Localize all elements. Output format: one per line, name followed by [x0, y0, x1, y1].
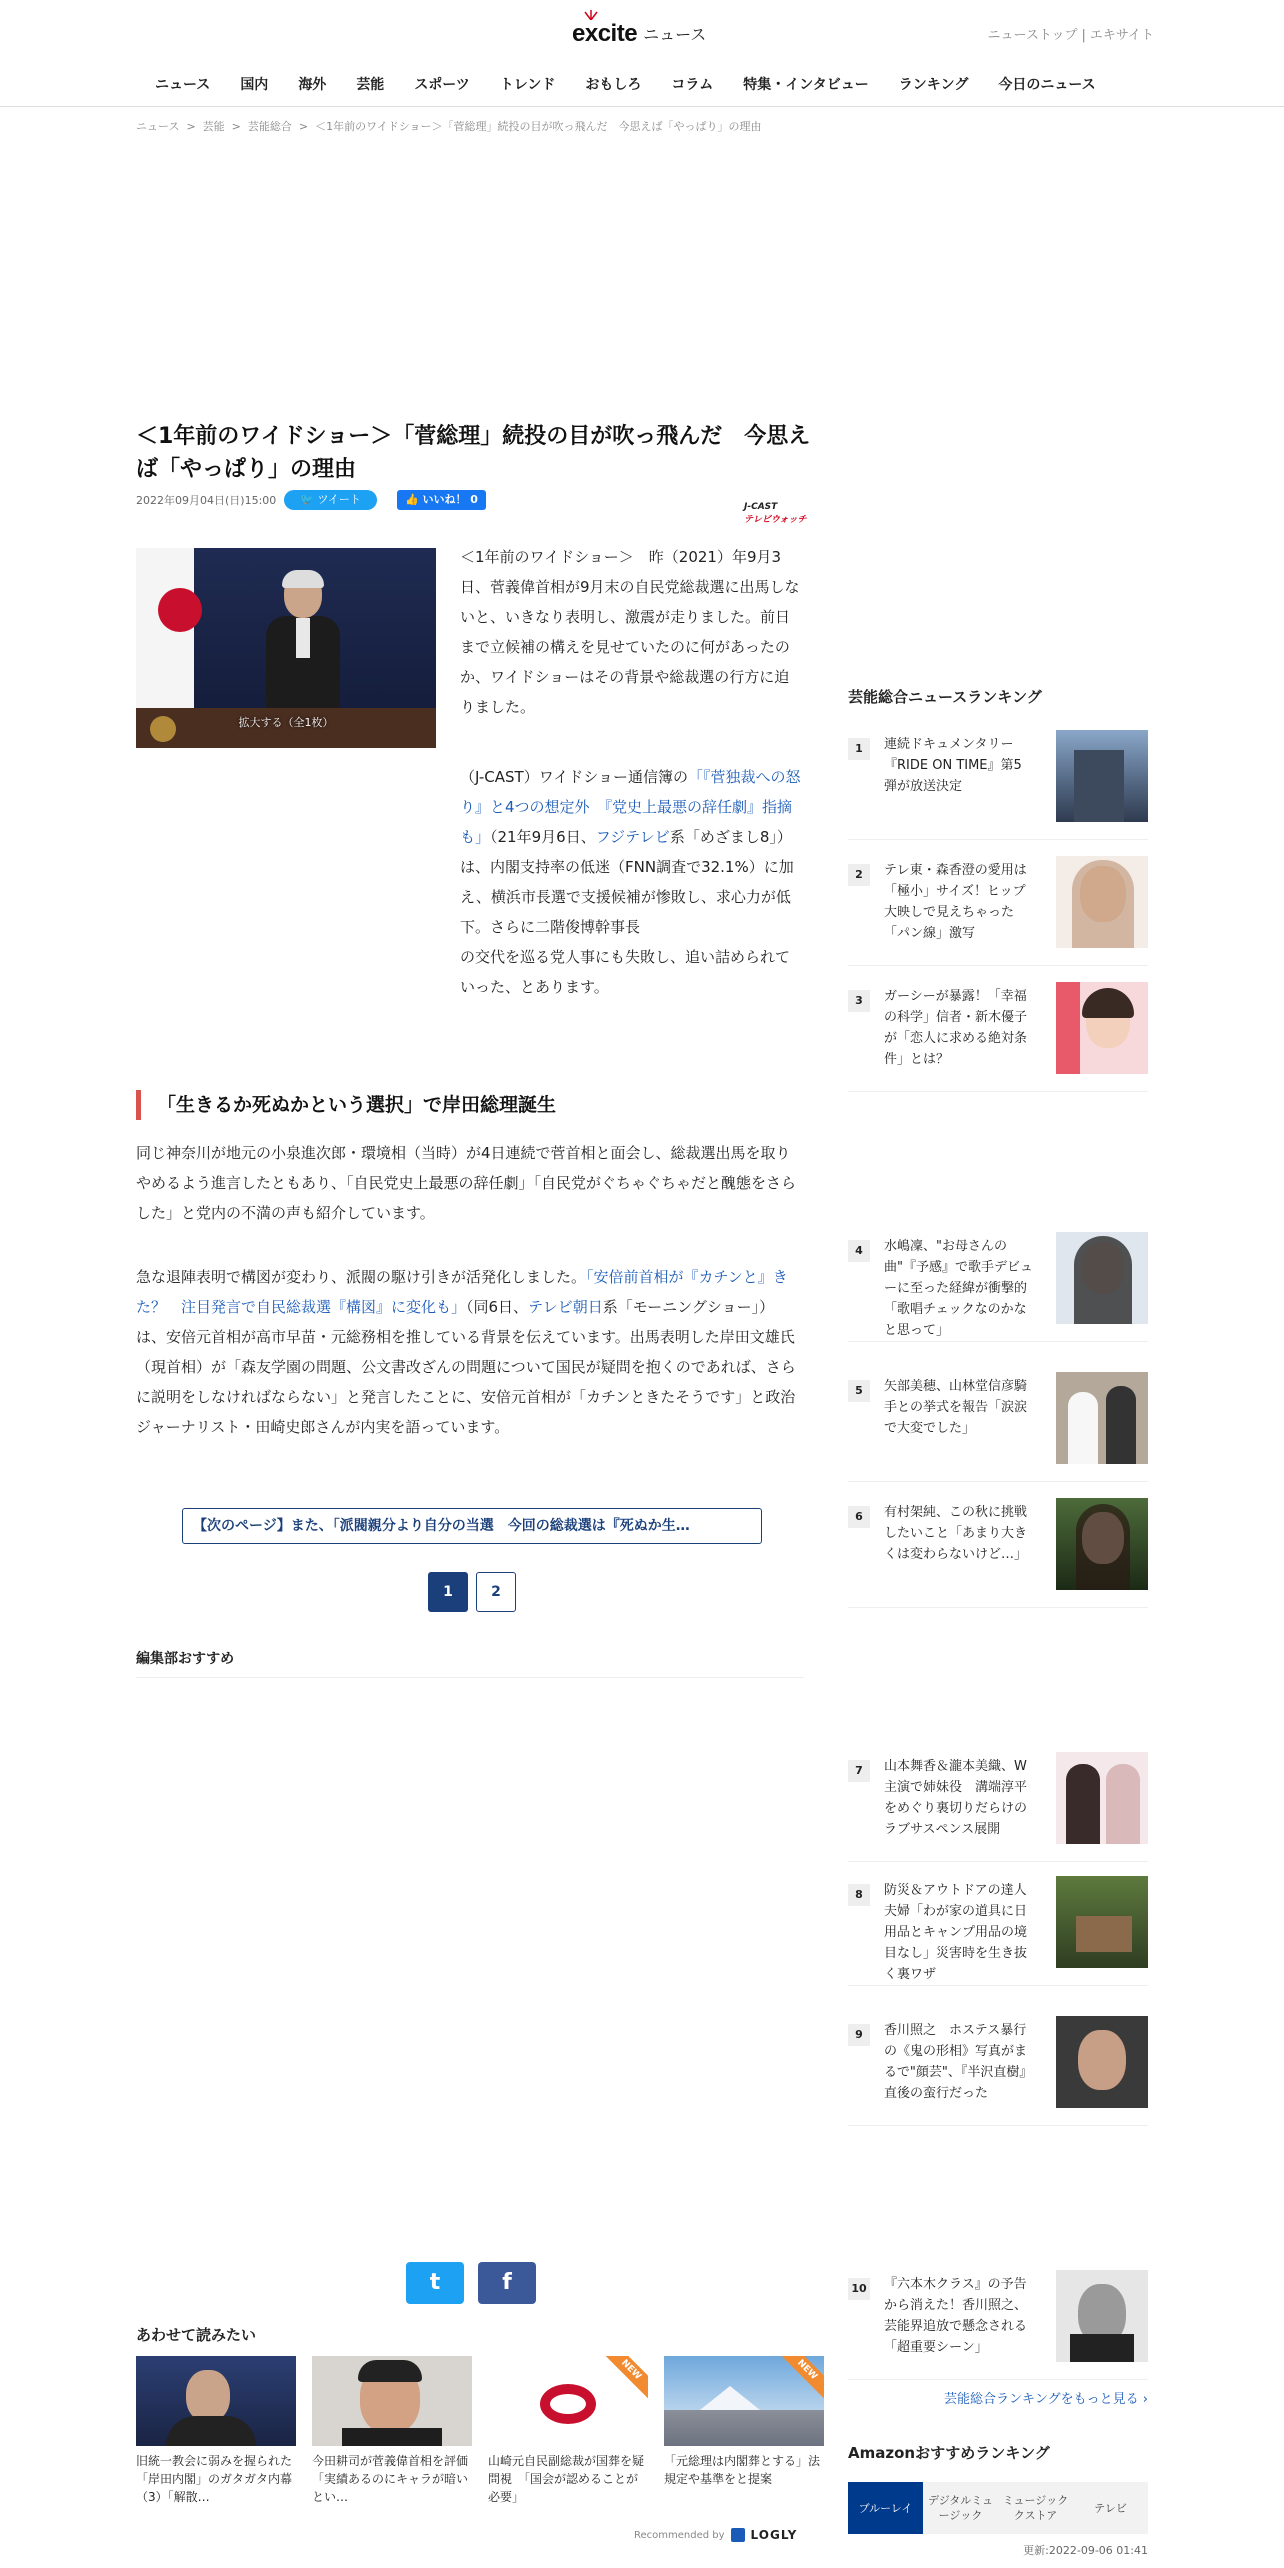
related-thumb [488, 2356, 648, 2446]
source-logo-b: テレビウォッチ [744, 515, 807, 525]
ranking-item[interactable] [848, 730, 1148, 840]
rank-number: 10 [848, 2278, 870, 2300]
breadcrumb-news[interactable]: ニュース [136, 120, 180, 133]
article-meta [136, 490, 486, 510]
rank-thumb [1056, 1752, 1148, 1844]
amazon-tabs [848, 2482, 1148, 2534]
rank-thumb [1056, 982, 1148, 1074]
logo-mark [572, 20, 637, 48]
nav-item-sports[interactable]: スポーツ [414, 77, 470, 93]
excite-logo[interactable] [572, 14, 706, 48]
related-card[interactable] [312, 2356, 472, 2506]
ranking-heading: 芸能総合ニュースランキング [848, 688, 1042, 706]
ranking-item[interactable] [848, 2016, 1148, 2126]
breadcrumb-sep: > [298, 120, 309, 133]
main-nav [140, 70, 1111, 100]
logo-text: excite [572, 20, 638, 47]
article-photo[interactable] [136, 548, 436, 748]
rank-thumb [1056, 1372, 1148, 1464]
site-header [0, 0, 1284, 107]
source-logo [744, 502, 806, 525]
tab-music-store[interactable]: ミュージッククストア [998, 2482, 1073, 2534]
amazon-heading: Amazonおすすめランキング [848, 2444, 1050, 2462]
related-articles [136, 2356, 840, 2506]
para2-text-d: の交代を巡る党人事にも失敗し、追い詰められていった、とあります。 [460, 948, 791, 996]
nav-item-entertainment[interactable]: 芸能 [356, 77, 385, 93]
rank-text: 防災＆アウトドアの達人夫婦「わが家の道具に日用品とキャンプ用品の境目なし」災害時を生き抜く裏ワザ [884, 1883, 1028, 1982]
nav-item-feature[interactable]: 特集・インタビュー [743, 77, 869, 93]
share-buttons [406, 2262, 550, 2304]
related-text: 「元総理は内閣葬とする」法規定や基準をと提案 [664, 2454, 821, 2486]
article-title: ＜1年前のワイドショー＞「菅総理」続投の目が吹っ飛んだ 今思えば「やっぱり」の理由 [136, 424, 811, 482]
ranking-more-link[interactable] [848, 2388, 1148, 2407]
recommended-by [634, 2528, 797, 2542]
para4-text-c: 系「モーニングショー」）は、安倍元首相が高市早苗・元総務相を推している背景を伝えています。出馬表明した岸田文雄氏（現首相）が「森友学園の問題、公文書改ざんの問題について国民が疑問を抱くのであれば、さらに説明をしなければならない」と発言したことに、安倍元首相が「カチンときたそうです」と政治ジャーナリスト・田崎史郎さんが内実を語っています。 [136, 1298, 796, 1436]
top-link-news-top[interactable]: ニューストップ [987, 28, 1078, 43]
source-logo-a: J-CAST [744, 502, 778, 512]
para2-text-c: 系「めざまし8」）は、内閣支持率の低迷（FNN調査で32.1%）に加え、横浜市長選で支援候補が惨敗し、求心力が低下。さらに二階俊博幹事長 [460, 828, 794, 936]
logly-icon [731, 2528, 745, 2542]
related-card[interactable] [488, 2356, 648, 2506]
section-heading: 「生きるか死ぬかという選択」で岸田総理誕生 [136, 1090, 804, 1120]
related-thumb [664, 2356, 824, 2446]
tweet-label: ツイート [317, 493, 361, 506]
rank-number: 1 [848, 738, 870, 760]
breadcrumb-entertainment[interactable]: 芸能 [202, 120, 225, 133]
rank-number: 4 [848, 1240, 870, 1262]
page-1-button[interactable]: 1 [428, 1572, 468, 1612]
breadcrumb-sep: > [186, 120, 196, 133]
nav-item-news[interactable]: ニュース [155, 77, 211, 93]
photo-caption[interactable]: 拡大する（全1枚） [238, 716, 334, 729]
breadcrumb-current: ＜1年前のワイドショー＞「菅総理」続投の目が吹っ飛んだ 今思えば「やっぱり」の理由 [315, 120, 762, 133]
new-badge: NEW [601, 2356, 648, 2400]
rank-text: テレ東・森香澄の愛用は「極小」サイズ！ヒップ大映しで見えちゃった「パン線」激写 [884, 863, 1027, 941]
pagination [428, 1572, 524, 1612]
rank-thumb [1056, 2270, 1148, 2362]
share-facebook-button[interactable] [478, 2262, 536, 2304]
facebook-icon: f [502, 2270, 512, 2295]
twitter-icon: t [429, 2270, 441, 2295]
rank-number: 9 [848, 2024, 870, 2046]
ranking-item[interactable] [848, 982, 1148, 1092]
rank-number: 3 [848, 990, 870, 1012]
related-card[interactable] [136, 2356, 296, 2506]
nav-item-column[interactable]: コラム [671, 77, 714, 93]
ranking-item[interactable] [848, 1752, 1148, 1862]
article-link-1[interactable]: 「『菅独裁への怒り』と4つの想定外 『党史上最悪の辞任劇』指摘も」 [460, 768, 801, 846]
recommended-label: Recommended by [634, 2529, 725, 2541]
nav-item-trend[interactable]: トレンド [499, 77, 556, 93]
para2-text-b: （21年9月6日、 [490, 828, 596, 846]
rank-number: 2 [848, 864, 870, 886]
breadcrumb-sep: > [231, 120, 241, 133]
ranking-item[interactable] [848, 1232, 1148, 1342]
rank-number: 8 [848, 1884, 870, 1906]
person-figure [266, 572, 340, 722]
nav-item-today[interactable]: 今日のニュース [998, 77, 1096, 93]
rank-thumb [1056, 2016, 1148, 2108]
tab-digital-music[interactable]: デジタルミュージック [923, 2482, 998, 2534]
breadcrumb-entertainment-general[interactable]: 芸能総合 [247, 120, 292, 133]
more-link-label: 芸能総合ランキングをもっと見る [944, 2392, 1139, 2407]
top-link-excite[interactable]: エキサイト [1089, 28, 1154, 43]
chevron-right-icon: › [1142, 2392, 1148, 2407]
related-thumb [312, 2356, 472, 2446]
nav-item-domestic[interactable]: 国内 [240, 77, 269, 93]
top-link-divider: | [1081, 28, 1086, 43]
breadcrumb [136, 118, 762, 134]
related-card[interactable] [664, 2356, 824, 2506]
rank-thumb [1056, 1498, 1148, 1590]
rank-text: 『六本木クラス』の予告から消えた！香川照之、芸能界追放で懸念される「超重要シーン」 [884, 2277, 1028, 2355]
next-page-link[interactable]: 【次のページ】また、「派閥親分より自分の当選 今回の総裁選は『死ぬか生… [182, 1508, 762, 1544]
tweet-button[interactable]: 🐦 ツイート [284, 490, 377, 510]
rank-thumb [1056, 856, 1148, 948]
page-2-button[interactable]: 2 [476, 1572, 516, 1612]
ranking-item[interactable] [848, 1372, 1148, 1482]
ranking-item[interactable] [848, 2270, 1148, 2380]
article-link-tvasahi[interactable]: テレビ朝日 [528, 1298, 603, 1316]
para4-text-b: （同6日、 [466, 1298, 529, 1316]
logo-sub: ニュース [643, 25, 707, 44]
related-text: 山崎元自民副総裁が国葬を疑問視 「国会が認めることが必要」 [488, 2454, 645, 2504]
ranking-item[interactable] [848, 1498, 1148, 1608]
related-text: 今田耕司が菅義偉首相を評価「実績あるのにキャラが暗いとい… [312, 2454, 469, 2504]
rank-text: 香川照之 ホステス暴行の《鬼の形相》写真がまるで"顔芸"、『半沢直樹』直後の蛮行だった [884, 2023, 1033, 2101]
logo-burst-icon [584, 10, 598, 20]
related-text: 旧統一教会に弱みを握られた「岸田内閣」のガタガタ内幕（3）「解散… [136, 2454, 293, 2504]
rank-number: 6 [848, 1506, 870, 1528]
article-link-2[interactable]: 「安倍前首相が『カチンと』きた？ 注目発言で自民総裁選『構図』に変化も」 [136, 1268, 788, 1316]
like-button[interactable]: 👍 いいね！ 0 [397, 490, 486, 510]
article-link-fujitv[interactable]: フジテレビ [595, 828, 670, 846]
para2-text-a: （J-CAST）ワイドショー通信簿の [460, 768, 688, 786]
para4-text-a: 急な退陣表明で構図が変わり、派閥の駆け引きが活発化しました。 [136, 1268, 587, 1286]
article-paragraph-4 [136, 1262, 804, 1442]
related-thumb [136, 2356, 296, 2446]
rank-text: 矢部美穂、山林堂信彦騎手との挙式を報告「涙涙で大変でした」 [884, 1379, 1028, 1436]
article-paragraph-3: 同じ神奈川が地元の小泉進次郎・環境相（当時）が4日連続で菅首相と面会し、総裁選出馬を取りやめるよう進言したともあり、「自民党史上最悪の辞任劇」「自民党がぐちゃぐちゃだと醜態をさらした」と党内の不満の声も紹介しています。 [136, 1144, 797, 1222]
article-paragraph-1: ＜1年前のワイドショー＞ 昨（2021）年9月3日、菅義偉首相が9月末の自民党総裁選に出馬しないと、いきなり表明し、激震が走りました。前日まで立候補の構えを見せていたのに何があったのか、ワイドショーはその背景や総裁選の行方に迫りました。 [460, 548, 800, 716]
nav-item-ranking[interactable]: ランキング [898, 77, 969, 93]
updated-timestamp: 更新:2022-09-06 01:41 [1023, 2544, 1148, 2557]
rank-thumb [1056, 1232, 1148, 1324]
ranking-item[interactable] [848, 856, 1148, 966]
rank-number: 7 [848, 1760, 870, 1782]
nav-item-funny[interactable]: おもしろ [585, 77, 642, 93]
editor-picks-heading: 編集部おすすめ [136, 1648, 804, 1678]
related-heading: あわせて読みたい [136, 2326, 257, 2344]
rank-thumb [1056, 730, 1148, 822]
rank-text: 山本舞香＆瀧本美織、W主演で姉妹役 溝端淳平をめぐり裏切りだらけのラブサスペンス展開 [884, 1759, 1028, 1837]
top-links [988, 24, 1154, 43]
logly-logo[interactable]: LOGLY [750, 2528, 798, 2542]
rank-text: 水嶋凜、"お母さんの曲"『予感』で歌手デビューに至った経緯が衝撃的「歌唱チェックなのかなと思って」 [884, 1239, 1033, 1338]
share-twitter-button[interactable] [406, 2262, 464, 2304]
rank-text: 有村架純、この秋に挑戦したいこと「あまり大きくは変わらないけど…」 [884, 1505, 1028, 1562]
like-label: いいね！ 0 [422, 493, 478, 506]
rank-thumb [1056, 1876, 1148, 1968]
nav-item-world[interactable]: 海外 [298, 77, 327, 93]
tab-bluray[interactable]: ブルーレイ [848, 2482, 923, 2534]
tab-tv[interactable]: テレビ [1073, 2482, 1148, 2534]
new-badge: NEW [777, 2356, 824, 2400]
article-paragraph-2 [460, 762, 804, 1002]
rank-text: 連続ドキュメンタリー『RIDE ON TIME』第5弾が放送決定 [884, 737, 1022, 794]
rank-text: ガーシーが暴露！「幸福の科学」信者・新木優子が「恋人に求める絶対条件」とは？ [884, 989, 1028, 1067]
article-date: 2022年09月04日(日)15:00 [136, 494, 277, 507]
ranking-item[interactable] [848, 1876, 1148, 1986]
rank-number: 5 [848, 1380, 870, 1402]
